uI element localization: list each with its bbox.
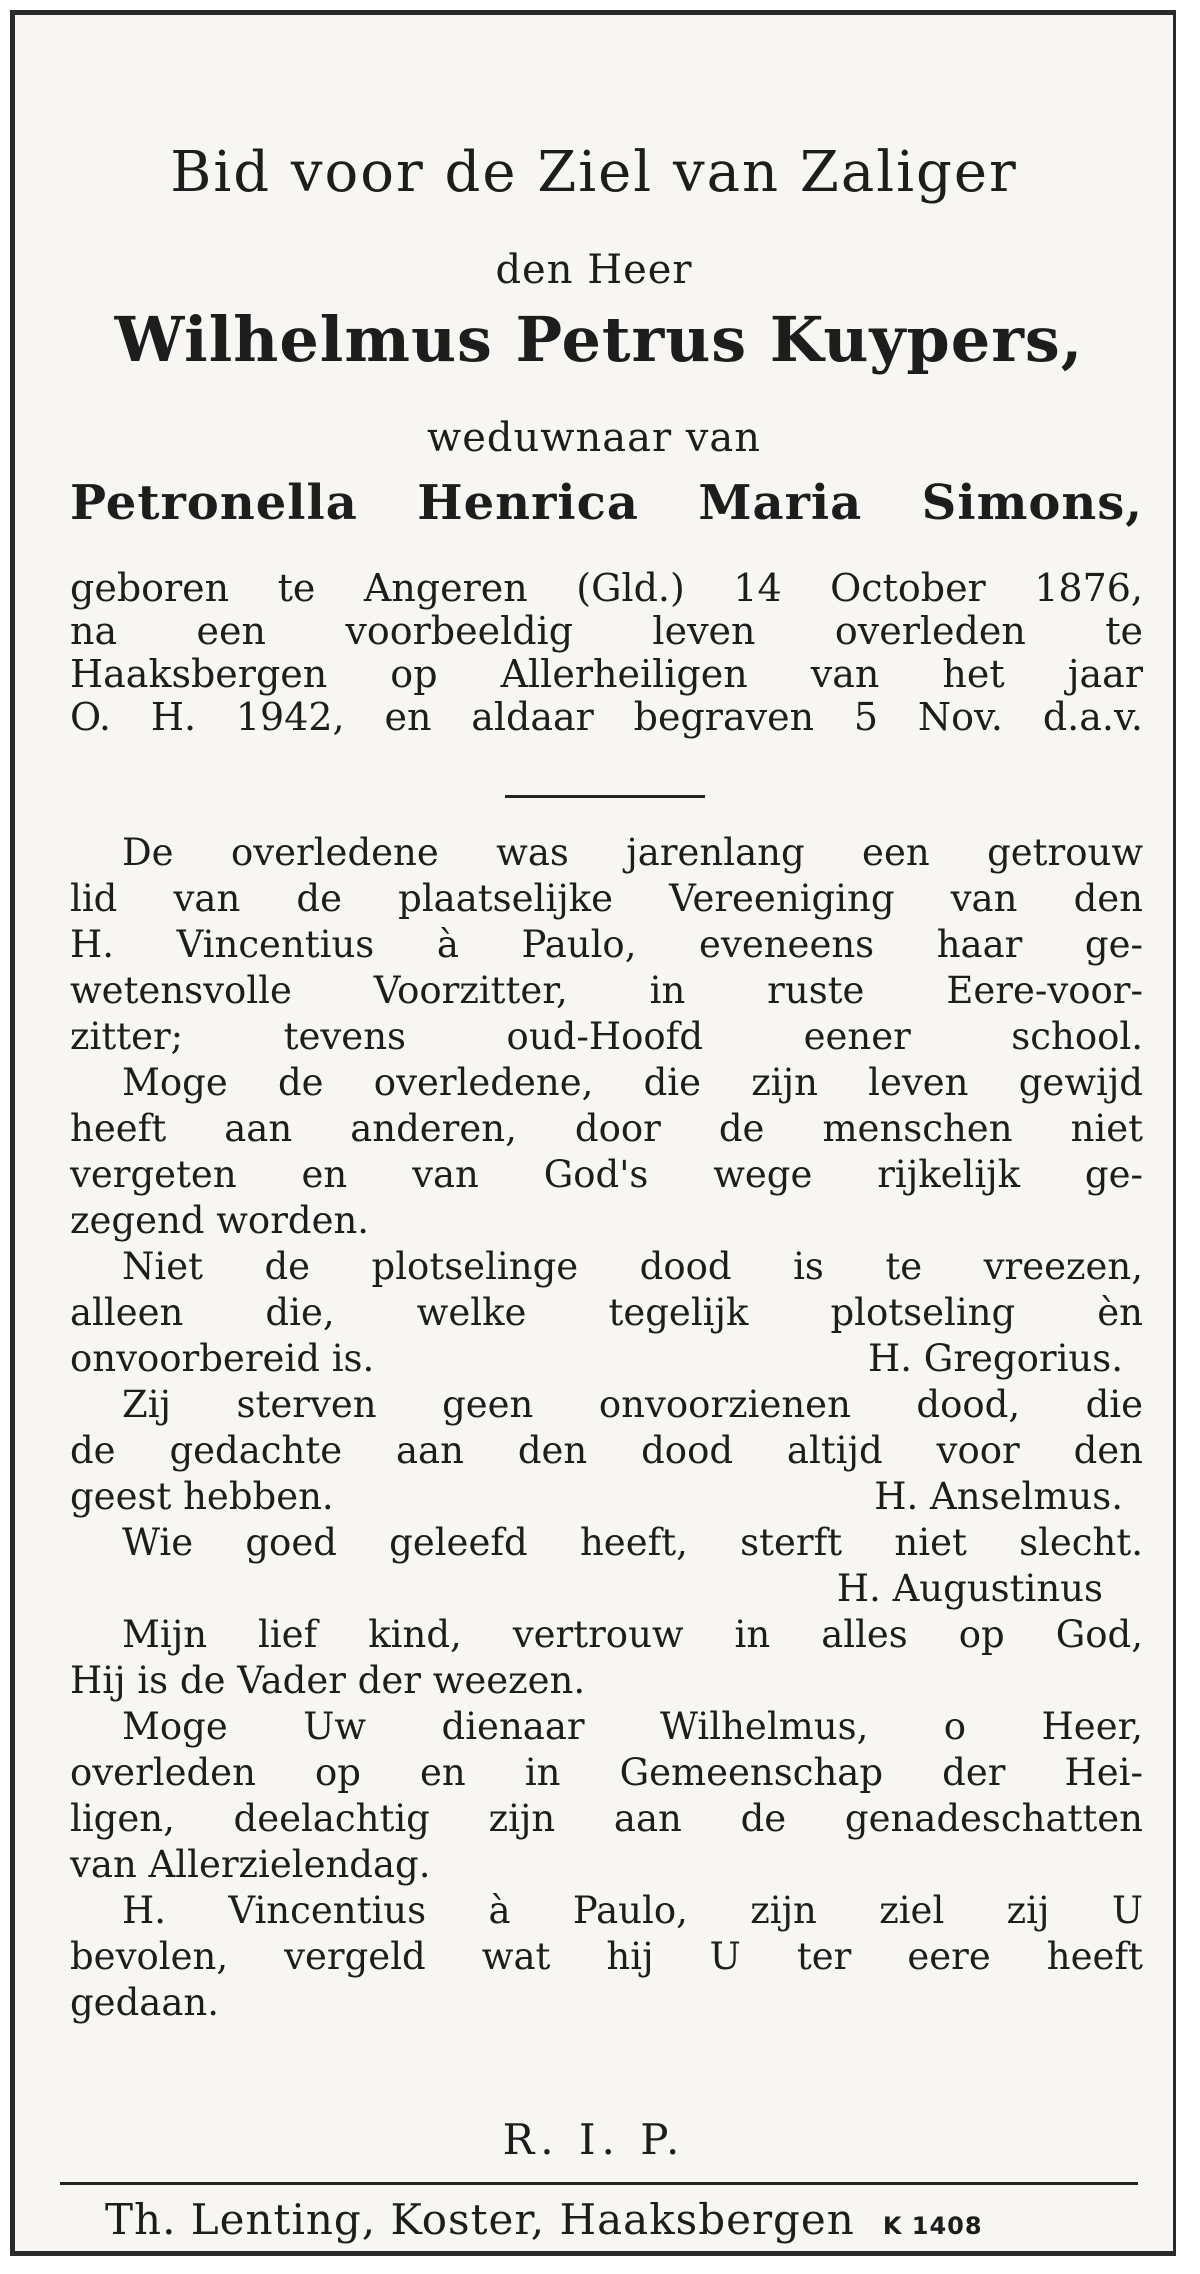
body-line: vergeten en van God's wege rijkelijk ge- [70,1153,1143,1196]
quote-attribution-line [70,1474,1143,1520]
body-line: wetensvolle Voorzitter, in ruste Eere-voor- [70,969,1143,1012]
print-code: K 1408 [882,2212,983,2240]
biography [70,567,1143,739]
quote-attribution-line [70,1336,1143,1382]
bio-line: na een voorbeeldig leven overleden te [70,609,1143,653]
rip: R. I. P. [502,2115,686,2164]
quote-author: H. Gregorius. [868,1337,1123,1380]
body-line: gedaan. [70,1981,219,2024]
body-line: Niet de plotselinge dood is te vreezen, [122,1245,1143,1288]
bio-line: O. H. 1942, en aldaar begraven 5 Nov. d.a.v. [70,695,1143,739]
divider [505,795,705,798]
bio-line: Haaksbergen op Allerheiligen van het jaar [70,652,1143,696]
body-text [70,830,1143,2026]
quote-author: H. Anselmus. [874,1475,1123,1518]
quote-author: H. Augustinus [836,1567,1103,1610]
body-line: lid van de plaatselijke Vereeniging van den [70,877,1143,920]
body-line: alleen die, welke tegelijk plotseling èn [70,1291,1143,1334]
prayer-heading: Bid voor de Ziel van Zaliger [170,140,1018,205]
body-line: zegend worden. [70,1199,370,1242]
body-line: overleden op en in Gemeenschap der Hei- [70,1751,1143,1794]
body-line: geest hebben. [70,1475,334,1518]
body-line: Hij is de Vader der weezen. [70,1659,586,1702]
deceased-name: Wilhelmus Petrus Kuypers, [114,303,1084,376]
body-line: Mijn lief kind, vertrouw in alles op God, [122,1613,1143,1656]
widower-of: weduwnaar van [426,415,761,461]
body-line: Wie goed geleefd heeft, sterft niet slecht. [122,1521,1143,1564]
printer-name: Th. Lenting, Koster, Haaksbergen [105,2195,855,2244]
spouse-name: Petronella Henrica Maria Simons, [70,475,1143,531]
body-line: de gedachte aan den dood altijd voor den [70,1429,1143,1472]
body-line: Zij sterven geen onvoorzienen dood, die [122,1383,1143,1426]
body-line: H. Vincentius à Paulo, zijn ziel zij U [122,1889,1143,1932]
body-line: bevolen, vergeld wat hij U ter eere heeft [70,1935,1143,1978]
body-line: ligen, deelachtig zijn aan de genadeschatten [70,1797,1143,1840]
body-line: onvoorbereid is. [70,1337,375,1380]
body-line: H. Vincentius à Paulo, eveneens haar ge- [70,923,1143,966]
body-line: Moge de overledene, die zijn leven gewijd [122,1061,1143,1104]
printer-footer [105,2195,1113,2244]
body-line: Moge Uw dienaar Wilhelmus, o Heer, [122,1705,1143,1748]
memorial-card [10,10,1176,2256]
body-line: zitter; tevens oud-Hoofd eener school. [70,1015,1143,1058]
title-den-heer: den Heer [495,247,693,293]
body-line: van Allerzielendag. [70,1843,431,1886]
footer-divider [60,2182,1138,2185]
bio-line: geboren te Angeren (Gld.) 14 October 1876, [70,566,1143,610]
body-line: De overledene was jarenlang een getrouw [122,831,1143,874]
body-line: heeft aan anderen, door de menschen niet [70,1107,1143,1150]
